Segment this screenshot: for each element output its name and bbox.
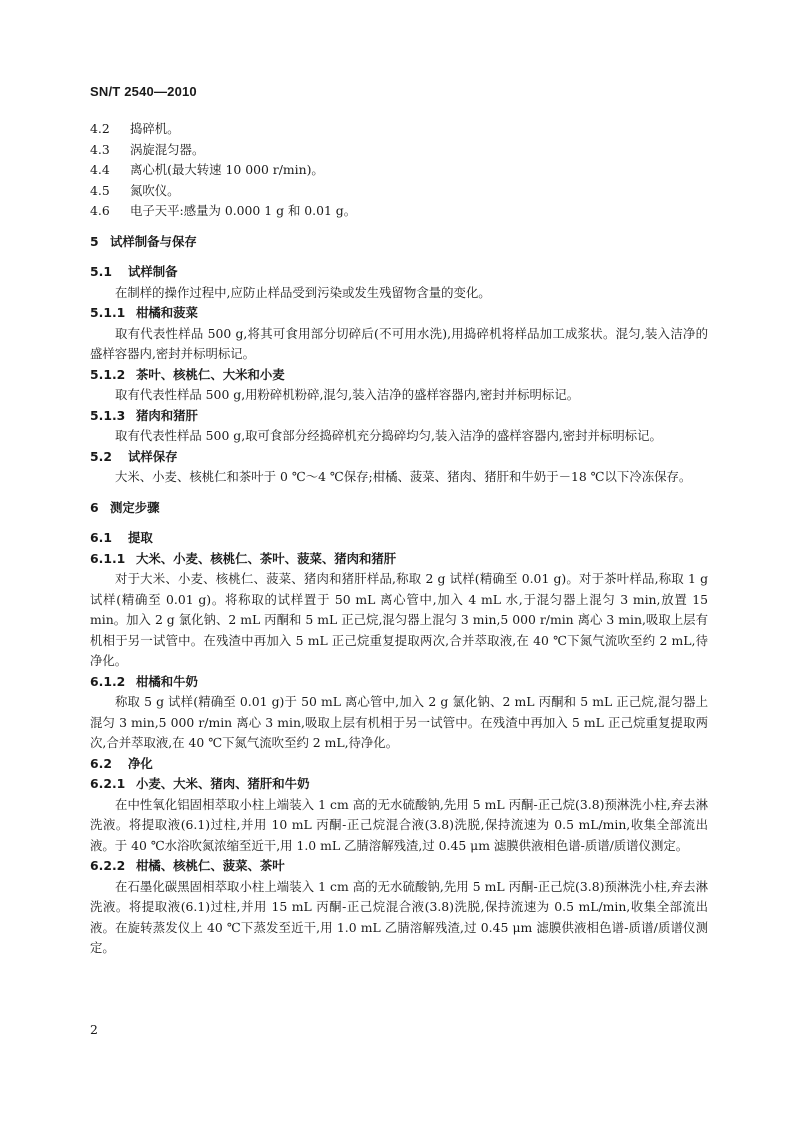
page-number: 2 bbox=[90, 1022, 98, 1037]
subsection-heading: 5.1.3 猪肉和猪肝 bbox=[90, 407, 198, 423]
paragraph: 对于大米、小麦、核桃仁、菠菜、猪肉和猪肝样品,称取 2 g 试样(精确至 0.01 g)。对于茶叶样品,称取 1 g 试样(精确至 0.01 g)。将称取的试样置于 50 mL 离心管中,加入 4 mL 水,于混匀器上混匀 3 min,放置 15 min。加入 2 g 氯化钠、2 mL 丙酮和 5 mL 正己烷,混匀器上混匀 3 min,5 000 r/min 离心 3 min,吸取上层有机相于另一试管中。在残渣中再加入 5 mL 正己烷重复提取两次,合并萃取液,在 40 ℃下氮气流吹至约 2 mL,待净化。 bbox=[90, 571, 708, 668]
paragraph: 取有代表性样品 500 g,取可食部分经捣碎机充分捣碎均匀,装入洁净的盛样容器内,密封并标明标记。 bbox=[115, 428, 662, 443]
list-item: 4.2 捣碎机。 bbox=[90, 121, 180, 136]
subsection-heading: 6.1 提取 bbox=[90, 530, 153, 545]
subsection-heading: 5.2 试样保存 bbox=[90, 448, 178, 464]
section-heading: 6 测定步骤 bbox=[90, 499, 160, 515]
subsection-heading: 6.2.2 柑橘、核桃仁、菠菜、茶叶 bbox=[90, 858, 285, 873]
subsection-heading: 6.2 净化 bbox=[90, 755, 153, 771]
paragraph: 取有代表性样品 500 g,用粉碎机粉碎,混匀,装入洁净的盛样容器内,密封并标明标记。 bbox=[115, 387, 580, 402]
list-item: 4.6 电子天平:感量为 0.000 1 g 和 0.01 g。 bbox=[90, 203, 357, 218]
paragraph: 在制样的操作过程中,应防止样品受到污染或发生残留物含量的变化。 bbox=[115, 284, 491, 300]
subsection-heading: 5.1 试样制备 bbox=[90, 264, 178, 279]
document-body bbox=[90, 119, 708, 959]
section-heading: 5 试样制备与保存 bbox=[90, 233, 197, 249]
standard-number: SN/T 2540—2010 bbox=[90, 84, 197, 99]
subsection-heading: 6.1.2 柑橘和牛奶 bbox=[90, 673, 198, 689]
paragraph: 取有代表性样品 500 g,将其可食用部分切碎后(不可用水洗),用捣碎机将样品加工成浆状。混匀,装入洁净的盛样容器内,密封并标明标记。 bbox=[90, 325, 708, 361]
paragraph: 在中性氧化铝固相萃取小柱上端装入 1 cm 高的无水硫酸钠,先用 5 mL 丙酮-正己烷(3.8)预淋洗小柱,弃去淋洗液。将提取液(6.1)过柱,并用 10 mL 丙酮-正己烷混合液(3.8)洗脱,保持流速为 0.5 mL/min,收集全部流出液。于 40 ℃水浴吹氮浓缩至近干,用 1.0 mL 乙腈溶解残渣,过 0.45 μm 滤膜供液相色谱-质谱/质谱仪测定。 bbox=[90, 796, 708, 853]
paragraph: 称取 5 g 试样(精确至 0.01 g)于 50 mL 离心管中,加入 2 g 氯化钠、2 mL 丙酮和 5 mL 正己烷,混匀器上混匀 3 min,5 000 r/min 离心 3 min,吸取上层有机相于另一试管中。在残渣中再加入 5 mL 正己烷重复提取两次,合并萃取液,在 40 ℃下氮气流吹至约 2 mL,待净化。 bbox=[90, 694, 708, 750]
subsection-heading: 5.1.2 茶叶、核桃仁、大米和小麦 bbox=[90, 366, 285, 382]
subsection-heading: 6.2.1 小麦、大米、猪肉、猪肝和牛奶 bbox=[90, 776, 310, 791]
paragraph: 在石墨化碳黑固相萃取小柱上端装入 1 cm 高的无水硫酸钠,先用 5 mL 丙酮-正己烷(3.8)预淋洗小柱,弃去淋洗液。将提取液(6.1)过柱,并用 15 mL 丙酮-正己烷混合液(3.8)洗脱,保持流速为 0.5 mL/min,收集全部流出液。在旋转蒸发仪上 40 ℃下蒸发至近干,用 1.0 mL 乙腈溶解残渣,过 0.45 μm 滤膜供液相色谱-质谱/质谱仪测定。 bbox=[90, 878, 708, 955]
subsection-heading: 5.1.1 柑橘和菠菜 bbox=[90, 305, 198, 320]
list-item: 4.3 涡旋混匀器。 bbox=[90, 141, 205, 157]
list-item: 4.4 离心机(最大转速 10 000 r/min)。 bbox=[90, 162, 324, 177]
paragraph: 大米、小麦、核桃仁和茶叶于 0 ℃～4 ℃保存;柑橘、菠菜、猪肉、猪肝和牛奶于－18 ℃以下冷冻保存。 bbox=[115, 469, 692, 484]
subsection-heading: 6.1.1 大米、小麦、核桃仁、茶叶、菠菜、猪肉和猪肝 bbox=[90, 550, 397, 566]
list-item: 4.5 氮吹仪。 bbox=[90, 182, 180, 198]
